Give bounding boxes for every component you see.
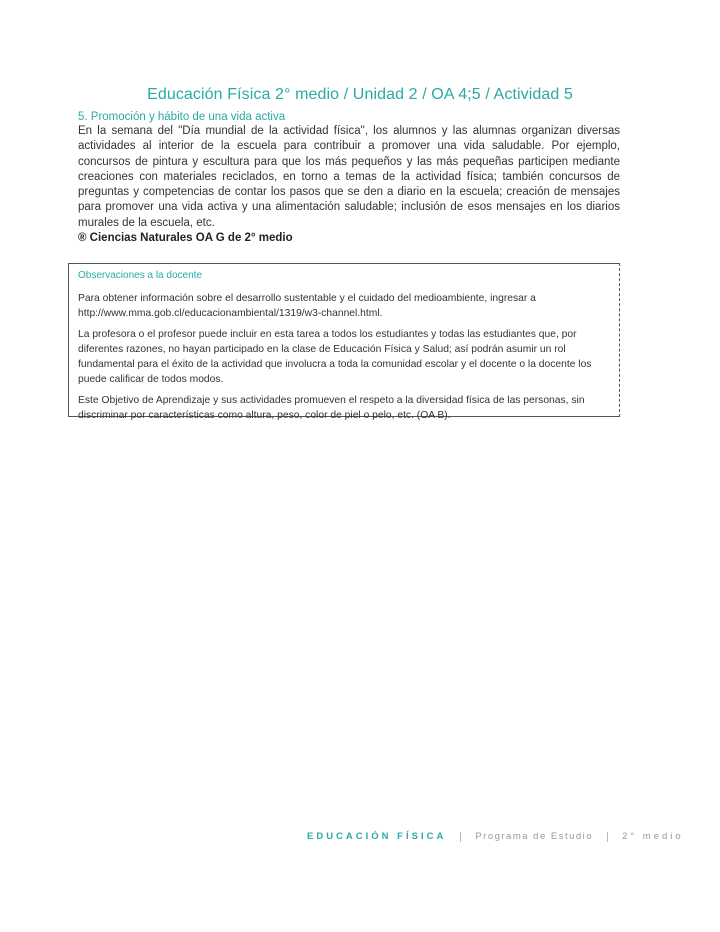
observations-title: Observaciones a la docente <box>78 270 202 281</box>
footer-program: Programa de Estudio <box>475 831 594 842</box>
page-title: Educación Física 2° medio / Unidad 2 / OA 4;5 / Actividad 5 <box>147 86 573 103</box>
footer-subject: EDUCACIÓN FÍSICA <box>307 831 447 842</box>
observation-paragraph: Este Objetivo de Aprendizaje y sus actividades promueven el respeto a la diversidad física de las personas, sin discriminar por características como altura, peso, color de piel o pelo, etc. (OA B). <box>78 395 585 421</box>
observation-paragraph: La profesora o el profesor puede incluir en esta tarea a todos los estudiantes y todas las estudiantes que, por diferentes razones, no hayan participado en la clase de Educación Física y Salud; así podrán asumir un rol fundamental para el éxito de la actividad que involucra a toda la comunidad escolar y el docente o la docente los puede calificar de todos modos. <box>78 329 592 385</box>
footer-divider <box>460 832 461 842</box>
activity-body: En la semana del "Día mundial de la actividad física", los alumnos y las alumnas organizan diversas actividades al interior de la escuela para contribuir a promover una vida saludable. Por ejemplo, concursos de pintura y escultura para que los más pequeños y las más pequeñas participen mediante creaciones con materiales reciclados, en torno a temas de la actividad física; también concursos de preguntas y competencias de contar los pasos que se den a diario en la escuela; creación de mensajes para promover una vida activa y una alimentación saludable; inclusión de esos mensajes en los diarios murales de la escuela, etc. <box>78 125 620 229</box>
observations-box <box>68 263 620 421</box>
observation-paragraph: Para obtener información sobre el desarrollo sustentable y el cuidado del medioambiente, ingresar a http://www.mma.gob.cl/educacionambiental/1319/w3-channel.html. <box>78 293 536 319</box>
page-footer <box>307 831 684 842</box>
cross-reference: ® Ciencias Naturales OA G de 2° medio <box>78 232 293 245</box>
footer-grade: 2° medio <box>622 831 684 842</box>
activity-section <box>78 110 620 246</box>
footer-divider <box>607 832 608 842</box>
activity-heading: 5. Promoción y hábito de una vida activa <box>78 111 286 123</box>
